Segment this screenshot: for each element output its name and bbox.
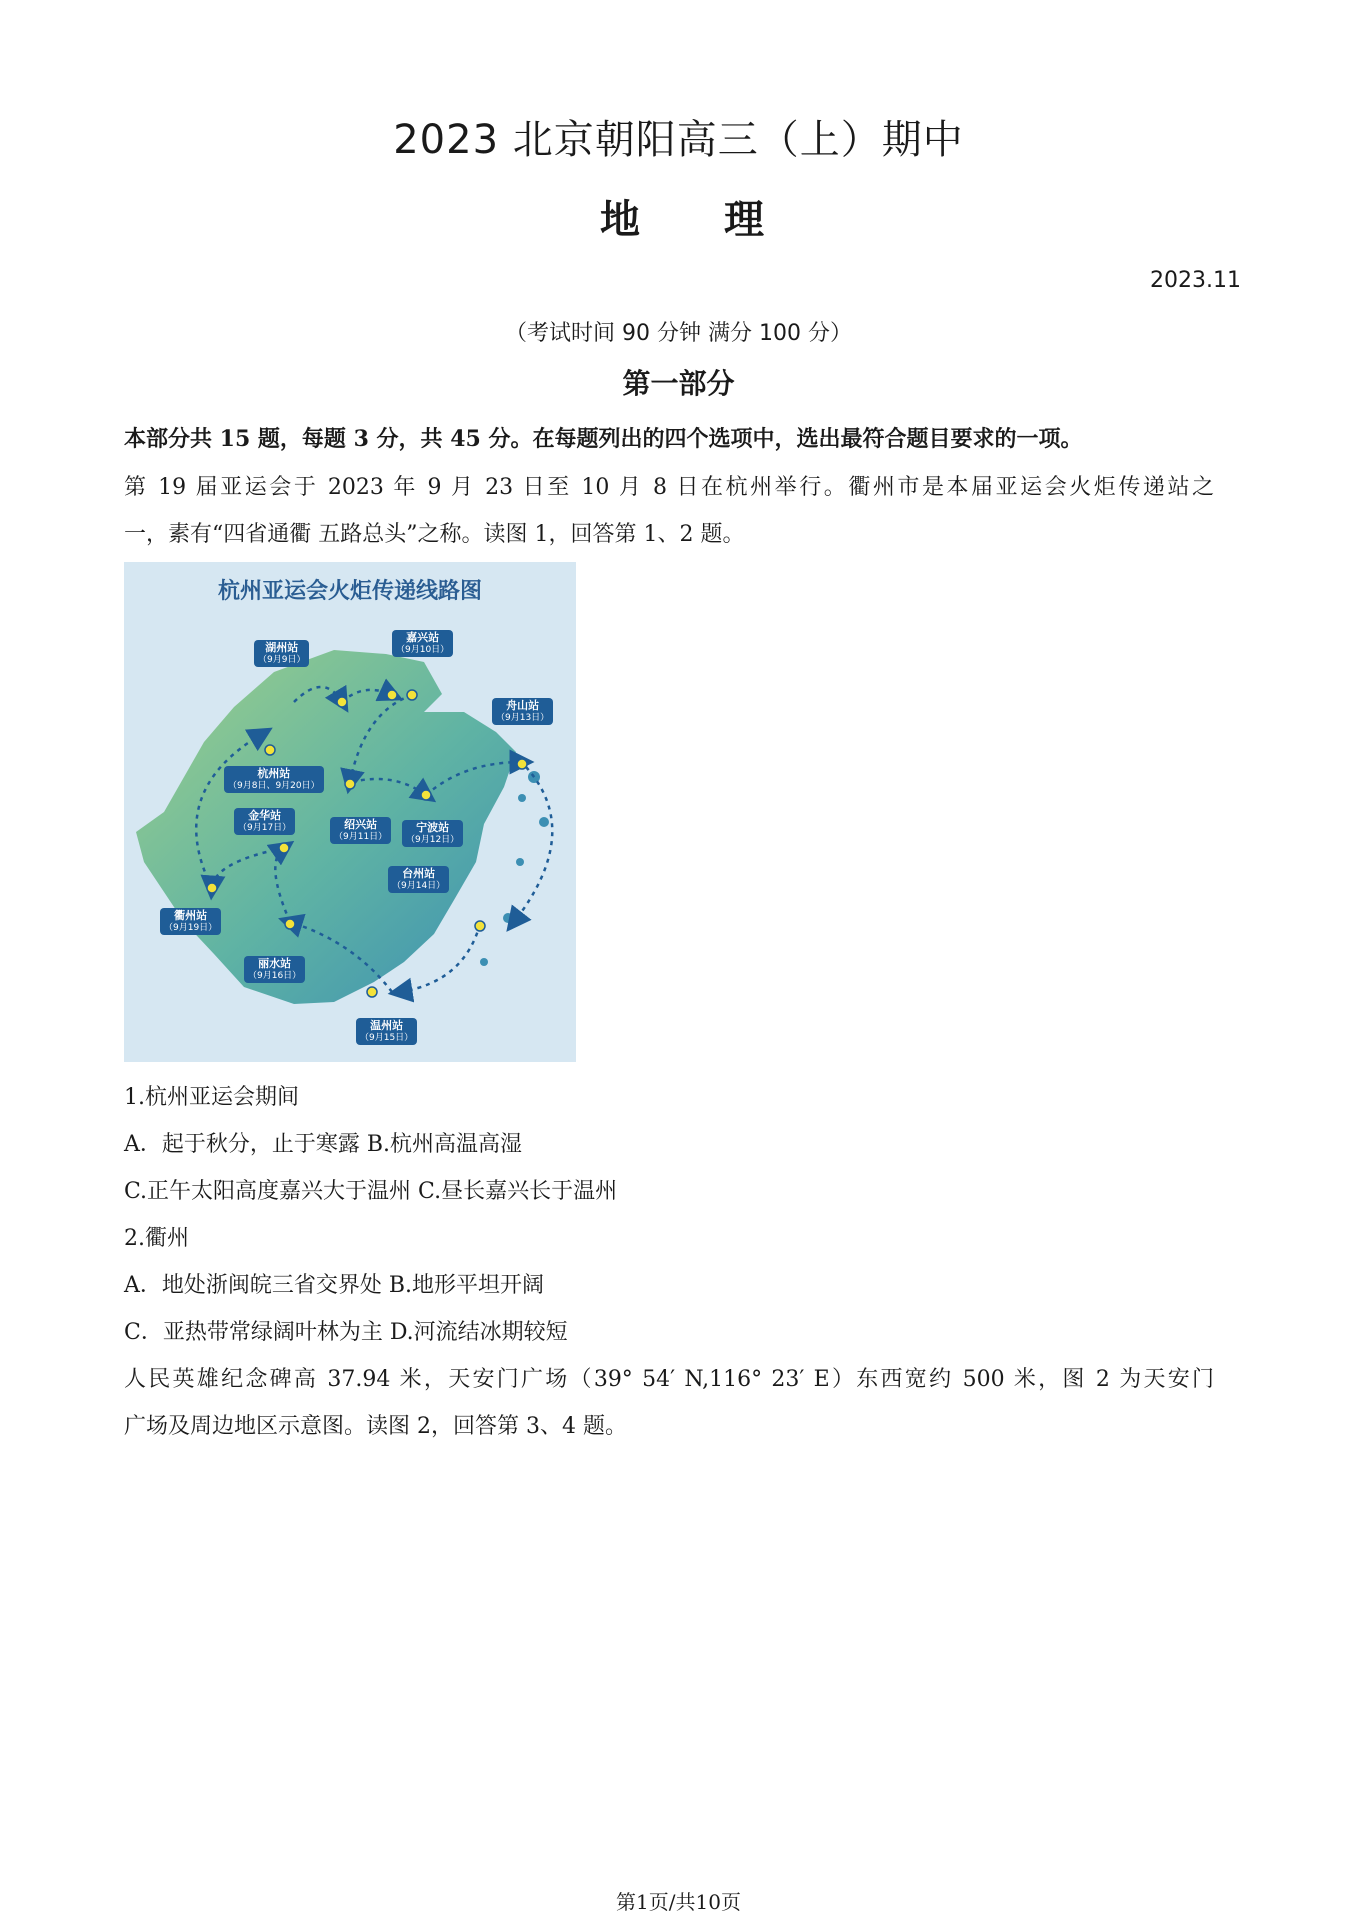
station-wenzhou	[356, 1018, 417, 1045]
station-name: 温州站	[370, 1019, 404, 1032]
station-zhoushan	[492, 698, 553, 725]
station-hangzhou	[224, 766, 324, 793]
station-date: （9月17日）	[238, 822, 292, 833]
station-ningbo	[402, 820, 463, 847]
station-taizhou	[388, 866, 449, 893]
station-name: 宁波站	[416, 821, 450, 834]
passage1-line1: 第 19 届亚运会于 2023 年 9 月 23 日至 10 月 8 日在杭州举行。衢州市是本届亚运会火炬传递站之	[124, 475, 1214, 500]
passage1-line2: 一，素有“四省通衢 五路总头”之称。读图 1，回答第 1、2 题。	[124, 522, 745, 547]
passage2-line1: 人民英雄纪念碑高 37.94 米，天安门广场（39° 54′ N,116° 23′ E）东西宽约 500 米，图 2 为天安门	[124, 1367, 1214, 1392]
station-shaoxing	[330, 817, 391, 844]
station-name: 嘉兴站	[406, 631, 440, 644]
station-date: （9月15日）	[360, 1032, 414, 1043]
question-1-options-cd: C.正午太阳高度嘉兴大于温州 C.昼长嘉兴长于温州	[124, 1179, 618, 1204]
station-date: （9月11日）	[334, 831, 388, 842]
station-date: （9月19日）	[164, 922, 218, 933]
subject-char-1: 地	[600, 197, 640, 243]
station-name: 湖州站	[265, 641, 299, 654]
page-number: 第1页/共10页	[616, 1890, 741, 1914]
page-title: 2023 北京朝阳高三（上）期中	[393, 117, 964, 163]
question-2-options-ab: A．地处浙闽皖三省交界处 B.地形平坦开阔	[124, 1273, 545, 1298]
station-name: 绍兴站	[344, 818, 378, 831]
station-name: 金华站	[248, 809, 282, 822]
station-date: （9月16日）	[248, 970, 302, 981]
station-date: （9月13日）	[496, 712, 550, 723]
station-huzhou	[254, 640, 309, 667]
station-date: （9月8日、9月20日）	[228, 780, 320, 791]
station-name: 台州站	[402, 867, 436, 880]
station-jiaxing	[392, 630, 453, 657]
question-1-options-ab: A．起于秋分，止于寒露 B.杭州高温高湿	[124, 1132, 523, 1157]
station-name: 杭州站	[257, 767, 291, 780]
question-1-stem: 1.杭州亚运会期间	[124, 1085, 299, 1110]
passage2-line2: 广场及周边地区示意图。读图 2，回答第 3、4 题。	[124, 1414, 627, 1439]
figure-torch-relay-map	[124, 562, 576, 1062]
station-date: （9月10日）	[396, 644, 450, 655]
figure-title: 杭州亚运会火炬传递线路图	[217, 579, 482, 604]
part-title: 第一部分	[622, 367, 735, 400]
station-name: 舟山站	[506, 699, 540, 712]
subject-char-2: 理	[724, 197, 764, 243]
exam-info: （考试时间 90 分钟 满分 100 分）	[505, 321, 852, 346]
station-date: （9月12日）	[406, 834, 460, 845]
station-quzhou	[160, 908, 221, 935]
station-name: 衢州站	[174, 909, 208, 922]
question-2-stem: 2.衢州	[124, 1226, 189, 1251]
instructions: 本部分共 15 题，每题 3 分，共 45 分。在每题列出的四个选项中，选出最符合题目要求的一项。	[124, 426, 1083, 452]
station-lishui	[244, 956, 305, 983]
map-graphic	[124, 562, 576, 1062]
station-date: （9月14日）	[392, 880, 446, 891]
station-date: （9月9日）	[258, 654, 306, 665]
exam-date: 2023.11	[1150, 268, 1241, 293]
station-name: 丽水站	[258, 957, 292, 970]
question-2-options-cd: C．亚热带常绿阔叶林为主 D.河流结冰期较短	[124, 1320, 568, 1345]
station-jinhua	[234, 808, 295, 835]
